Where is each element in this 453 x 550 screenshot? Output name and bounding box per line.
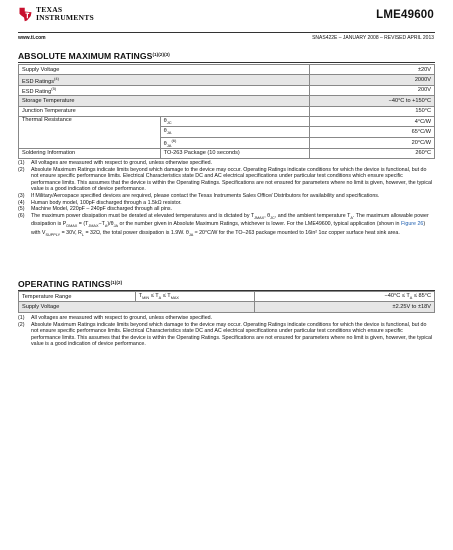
cond-theta-ja: θ [163,128,167,135]
text-run: )/θ [107,221,114,228]
value-soldering: 260°C [310,148,435,158]
brand-line-2: INSTRUMENTS [36,13,94,22]
footnote-number: (4) [18,199,25,206]
brand-line-1: TEXAS [36,5,63,14]
text-run: −T [98,221,105,228]
cond-sub: JC [166,120,172,126]
footnote-text: Absolute Maximum Ratings indicate limits beyond which damage to the device may occur. Operating Ratings indicate conditions for which the device is functional, but do not ensure specific performance limits. Electrical Characteristics state DC and AC electrical specifications under particular test conditions which ensure specific performance limits. This assumes that the device is within the Operating Ratings. Specifications are not ensured for parameters where no limit is given, however, the typical value is a good indication of device performance. [31,321,433,348]
footnote-text: Absolute Maximum Ratings indicate limits beyond which damage to the device may occur. Operating Ratings indicate conditions for which the device is functional, but do not ensure specific performance limits. Electrical Characteristics state DC and AC electrical specifications under particular test conditions which ensure specific performance limits. This assumes that the device is within the Operating Ratings. Specifications are not ensured for parameters where no limit is given, however, the typical value is a good indication of device performance. [31,166,433,193]
revision-info: SNAS422E – JANUARY 2008 – REVISED APRIL 2013 [312,35,434,41]
text-run: , θ [264,212,271,219]
value-supply-voltage: ±20V [310,65,435,75]
footnote-text: All voltages are measured with respect to ground, unless otherwise specified. [31,160,213,166]
value-supply-voltage-op: ±2.25V to ±18V [255,302,435,312]
header-rule [18,32,435,33]
text-sub: MAX [170,296,179,301]
text-run: The maximum power dissipation must be derated at elevated temperatures and is dictated by T [31,212,255,219]
footnote-text: If Military/Aerospace specified devices are required, please contact the Texas Instruments Sales Office/ Distributors for availability and specifications. [31,192,380,199]
text-run: −40°C ≤ T [384,293,410,300]
text-sub: JA [188,233,194,238]
text-sub: A [350,215,353,220]
text-run: ≤ T [161,293,171,300]
figure-26-link[interactable]: Figure 26 [400,221,424,228]
param-thermal-resistance: Thermal Resistance [19,116,161,148]
footnote-number: (2) [18,166,25,173]
footnote-text [31,213,434,239]
text-sub: JA [113,224,119,229]
param-storage-temperature: Storage Temperature [19,96,310,106]
op-ratings-heading [18,279,122,289]
abs-max-notes [18,160,434,239]
footnote-number: (1) [18,160,25,166]
footnote-number: (5) [18,206,25,213]
op-ratings-title-refs: (1)(2) [110,280,123,285]
text-run: . The maximum allowable power dissipation is P [31,212,429,228]
param-supply-voltage-op: Supply Voltage [19,302,255,312]
cond-sub: JA [166,142,172,148]
param-temperature-range: Temperature Range [19,292,136,302]
text-run: or the number given in Absolute Maximum Ratings, whichever is lower. For the LME49600, typical application (shown in [118,221,401,228]
table-row [19,75,435,85]
param-soldering-information: Soldering Information [19,148,161,158]
text-run: = 32Ω, the total power dissipation is 1.9W. θ [84,230,189,237]
cond-soldering: TO-263 Package (10 seconds) [160,148,310,158]
text-run: ) with V [31,221,426,237]
text-sub: JMAX [254,215,265,220]
text-run: , and the ambient temperature T [274,212,351,219]
param-esd-rating: ESD Rating [22,88,52,95]
footnote-number: (6) [18,212,25,219]
param-esd-ratings: ESD Ratings [22,78,55,85]
text-run: = (T [77,221,89,228]
value-theta-ja-heatsink: 20°C/W [310,137,435,148]
text-sub: JC [270,215,275,220]
text-sub: DMAX [66,224,78,229]
text-run: = 30V, R [60,230,82,237]
cond-sub: JA [166,130,172,136]
value-junction-temperature: 150°C [310,106,435,116]
op-ratings-notes [18,315,434,348]
text-sub: JMAX [88,224,99,229]
footnote-number: (1) [18,315,25,321]
ti-logo[interactable] [18,6,94,22]
footnote-number: (3) [18,192,25,199]
text-sub: A [409,296,413,301]
text-sub: A [158,296,162,301]
footnote-ref[interactable]: (5) [51,86,57,92]
text-run: ≈ 20°C/W for the TO–263 package mounted to 16in² 1oz copper surface heat sink area. [193,230,400,237]
abs-max-title: ABSOLUTE MAXIMUM RATINGS [18,51,153,61]
value-temperature-range [255,292,435,302]
footnote [18,200,434,207]
abs-max-rule [18,62,435,63]
table-row [19,148,435,158]
param-junction-temperature: Junction Temperature [19,106,310,116]
op-ratings-title: OPERATING RATINGS [18,279,111,289]
text-run: ≤ 85°C [412,293,431,300]
value-theta-jc: 4°C/W [310,116,435,126]
op-ratings-table [18,291,435,313]
table-row [19,106,435,116]
website-link[interactable]: www.ti.com [18,35,46,41]
footnote-text: All voltages are measured with respect to ground, unless otherwise specified. [31,315,213,321]
footnote-text: Machine Model, 220pF – 240pF discharged through all pins. [31,206,173,213]
table-row [19,96,435,106]
text-sub: A [104,224,108,229]
abs-max-heading [18,51,170,61]
cond-theta-ja-heatsink: θ [163,140,167,147]
table-row [19,292,435,302]
abs-max-title-refs: (1)(2)(3) [152,52,170,57]
text-run: T [138,293,143,300]
value-esd-rating: 200V [310,85,435,95]
param-supply-voltage: Supply Voltage [22,66,60,73]
footnote [18,206,434,213]
abs-max-table [18,64,435,159]
cond-temperature-range [135,292,255,302]
value-esd-ratings: 2000V [310,75,435,85]
footnote [18,160,434,167]
footnote-number: (2) [18,321,25,328]
text-sub: MIN [142,296,150,301]
cond-theta-jc: θ [163,118,167,125]
footnote-text: Human body model, 100pF discharged through a 1.5kΩ resistor. [31,199,182,206]
table-row [19,116,435,126]
value-storage-temperature: −40°C to +150°C [310,96,435,106]
table-row [19,65,435,75]
value-theta-ja: 65°C/W [310,127,435,137]
text-sub: SUPPLY [45,233,61,238]
text-run: ≤ T [149,293,159,300]
footnote-ref[interactable]: (4) [54,75,59,81]
texas-state-icon [18,7,33,22]
text-sub: L [81,233,85,238]
footnote [18,213,434,239]
footnote [18,315,434,322]
table-row [19,302,435,312]
footnote [18,167,434,193]
footnote-ref[interactable]: (6) [171,137,177,143]
table-row [19,85,435,95]
footnote [18,193,434,200]
part-number: LME49600 [376,9,434,21]
footnote [18,322,434,348]
